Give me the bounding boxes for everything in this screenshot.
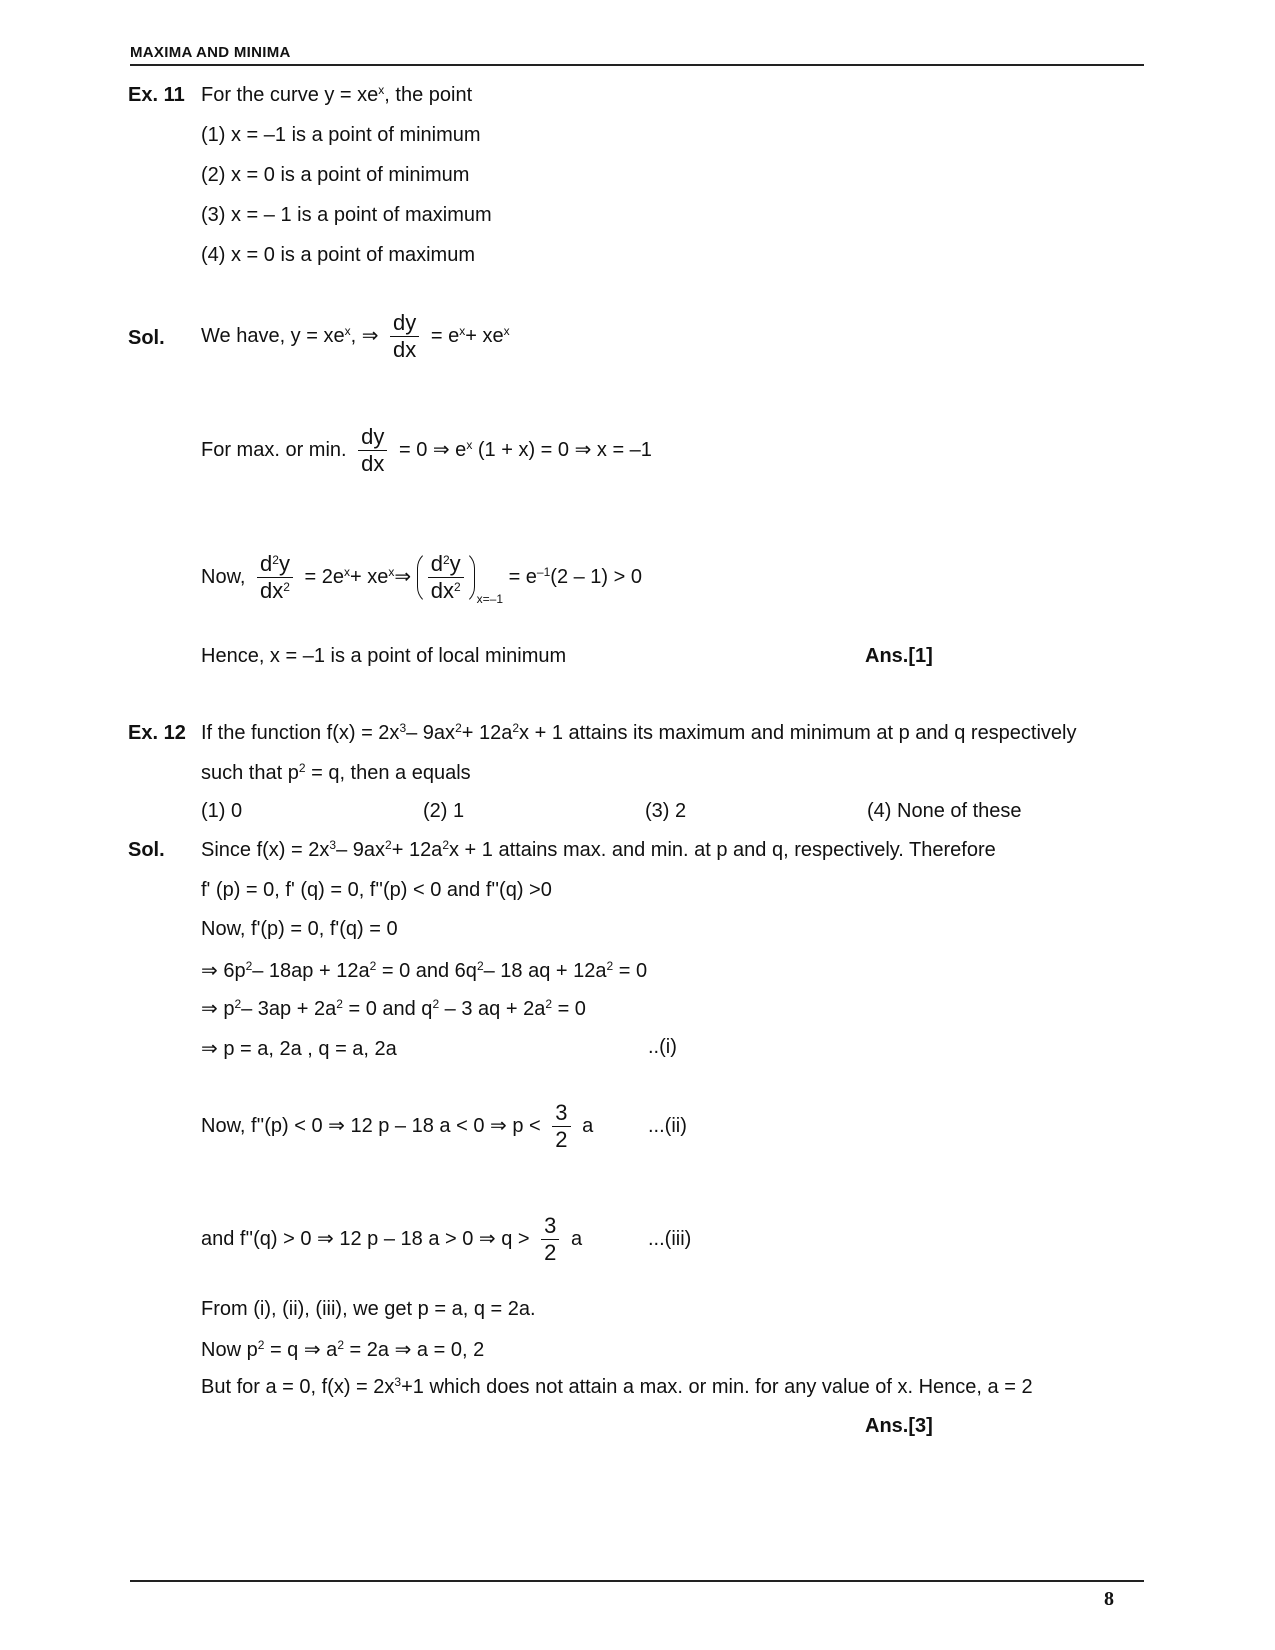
sol12-answer: Ans.[3]	[865, 1415, 933, 1437]
sol12-line-7: Now, f''(p) < 0 ⇒ 12 p – 18 a < 0 ⇒ p < $\frac{3}{2}$ a	[201, 1100, 594, 1152]
page-header: MAXIMA AND MINIMA	[130, 44, 291, 61]
ex11-option-1: (1) x = –1 is a point of minimum	[201, 124, 481, 146]
ex12-question-line-2: such that $p^2 = q$, then a equals	[201, 761, 471, 784]
ex12-option-3: (3) 2	[645, 800, 687, 822]
ex11-option-3: (3) x = – 1 is a point of maximum	[201, 204, 492, 226]
ex11-option-2: (2) x = 0 is a point of minimum	[201, 164, 470, 186]
sol12-line-1: Since $f(x) = 2x^3-$ $9ax^2+ 12a^2x + 1$ attains max. and min. at p and q, respectively. Therefore	[201, 838, 996, 861]
ex12-label: Ex. 12	[128, 722, 186, 744]
ex12-question-line-1: If the function $f(x) = 2x^3-$ $9ax^2+ 12a^2x + 1$ attains its maximum and minimum at p and q respectively	[201, 721, 1077, 744]
ex12-option-4: (4) None of these	[867, 800, 1022, 822]
three-halves-fraction: $\frac{3}{2}$	[541, 1213, 559, 1266]
page-number: 8	[1104, 1588, 1114, 1610]
sol12-line-6: ⇒ p = a, 2a , q = a, 2a	[201, 1038, 397, 1060]
sol12-label: Sol.	[128, 839, 165, 861]
footer-rule	[130, 1580, 1144, 1582]
ex11-option-4: (4) x = 0 is a point of maximum	[201, 244, 475, 266]
three-halves-fraction: $\frac{3}{2}$	[552, 1100, 570, 1153]
dy-dx-fraction: $\frac{dy}{dx}$	[358, 424, 387, 477]
ex11-question: For the curve $y = xe^x$, the point	[201, 83, 473, 106]
d2y-dx2-fraction: $\frac{d^2y}{dx^2}$	[257, 551, 293, 604]
sol12-line-9: From (i), (ii), (iii), we get p = a, q = 2a.	[201, 1298, 536, 1320]
sol11-conclusion: Hence, x = –1 is a point of local minimum	[201, 645, 567, 667]
sol12-line-4: ⇒ $6p^2-$ $18ap + 12a^2 = 0$ and $6q^2-$ 18 aq + $12a^2 = 0$	[201, 959, 648, 982]
header-rule	[130, 64, 1144, 66]
sol12-line-11: But for a = 0, $f(x) = 2x^3+1$ which does not attain a max. or min. for any value of x. Hence, a = 2	[201, 1375, 1033, 1398]
sol12-line-8: and f''(q) > 0 ⇒ 12 p – 18 a > 0 ⇒ q > $\frac{3}{2}$ a	[201, 1213, 583, 1265]
sol12-tag-ii: ...(ii)	[648, 1115, 687, 1137]
ex12-option-1: (1) 0	[201, 800, 243, 822]
sol11-label: Sol.	[128, 327, 165, 349]
ex11-label: Ex. 11	[128, 84, 185, 106]
ex12-option-2: (2) 1	[423, 800, 465, 822]
bracketed-second-derivative: $\frac{d^2y}{dx^2}$	[417, 550, 475, 605]
sol12-tag-iii: ...(iii)	[648, 1228, 692, 1250]
sol12-line-10: Now $p^2 = q$ ⇒ $a^2 = 2a$ ⇒ a = 0, 2	[201, 1338, 485, 1361]
dy-dx-fraction: $\frac{dy}{dx}$	[390, 310, 419, 363]
sol12-line-2: f' (p) = 0, f' (q) = 0, f''(p) < 0 and f''(q) >0	[201, 879, 552, 901]
sol12-line-5: ⇒ $p^2-$ $3ap + 2a^2 = 0$ and $q^2 - 3$ aq + $2a^2 = 0$	[201, 997, 586, 1020]
sol12-line-3: Now, f'(p) = 0, f'(q) = 0	[201, 918, 398, 940]
sol11-line-1: We have, $y = xe^x$, ⇒ $\frac{dy}{dx}$ = $e^x+ xe^x$	[201, 310, 510, 362]
sol12-tag-i: ..(i)	[648, 1036, 677, 1058]
sol11-line-2: For max. or min. $\frac{dy}{dx}$ = 0 ⇒ $e^x$ (1 + x) = 0 ⇒ x = –1	[201, 424, 652, 476]
sol11-line-3: Now, $\frac{d^2y}{dx^2}$ = $2e^x+$ $xe^x\Rightarrow$ $\frac{d^2y}{dx^2}$ $_{x=-1} = e^{-1}(2 - 1) > 0$	[201, 551, 642, 606]
sol11-answer: Ans.[1]	[865, 645, 933, 667]
